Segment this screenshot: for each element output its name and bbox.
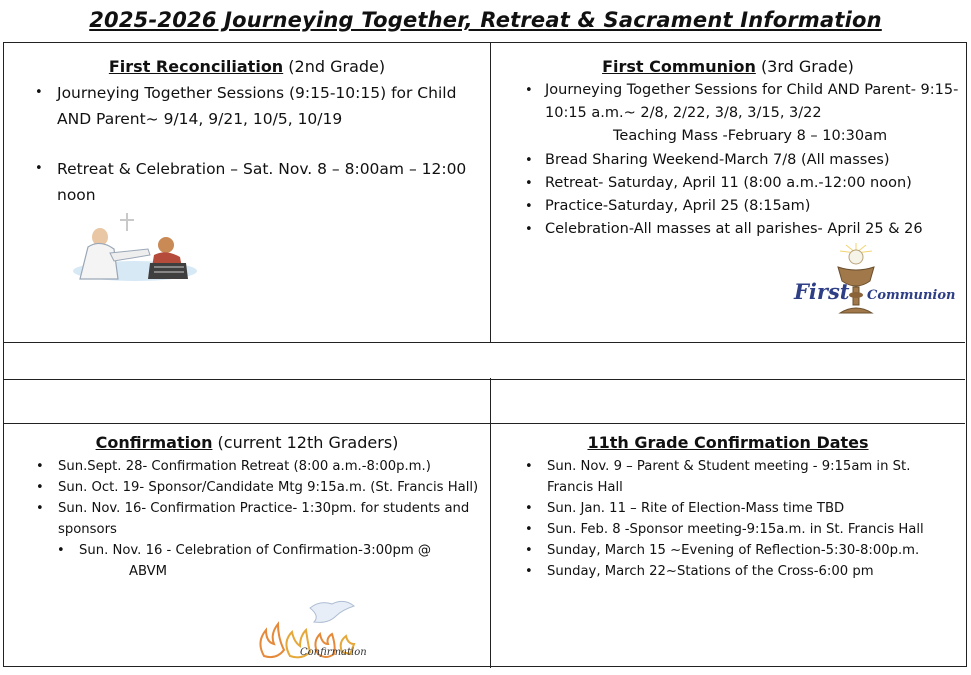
list-item: • Sun.Sept. 28- Confirmation Retreat (8:00 a.m.-8:00p.m.) xyxy=(58,456,486,477)
list-item: • Practice-Saturday, April 25 (8:15am) xyxy=(545,195,965,218)
list-item: • Celebration-All masses at all parishes- April 25 & 26 xyxy=(545,218,965,241)
teaching-mass-line: Teaching Mass -February 8 – 10:30am xyxy=(613,128,888,145)
confirmation-cell xyxy=(4,424,490,666)
list-item: • Sunday, March 22~Stations of the Cross-6:00 pm xyxy=(547,561,947,582)
list-item xyxy=(79,540,486,582)
row-divider xyxy=(4,379,965,380)
empty-row xyxy=(4,343,965,378)
first-communion-cell xyxy=(491,43,965,342)
first-reconciliation-list xyxy=(57,80,467,208)
eleventh-grade-list xyxy=(547,456,947,582)
list-item: • Sun. Oct. 19- Sponsor/Candidate Mtg 9:15a.m. (St. Francis Hall) xyxy=(58,477,486,498)
logo-word-first: First xyxy=(794,279,850,304)
list-item-text: Journeying Together Sessions for Child AND Parent- 9:15-10:15 a.m.~ 2/8, 2/22, 3/8, 3/15, 3/22 xyxy=(545,82,959,122)
list-item: • Sun. Nov. 9 – Parent & Student meeting - 9:15am in St. Francis Hall xyxy=(547,456,947,498)
grade-label: (2nd Grade) xyxy=(288,57,386,76)
logo-word-confirmation: Confirmation xyxy=(300,647,367,658)
confirmation-heading xyxy=(4,433,490,453)
heading-label: Confirmation xyxy=(95,433,213,452)
eleventh-grade-heading xyxy=(491,433,965,453)
document-title: 2025-2026 Journeying Together, Retreat & Sacrament Information xyxy=(89,8,882,32)
confirmation-logo xyxy=(254,594,384,664)
logo-word-communion: Communion xyxy=(867,288,956,303)
heading-label: First Reconciliation xyxy=(108,57,284,76)
list-item: • Sun. Nov. 16- Confirmation Practice- 1:30pm. for students and sponsors xyxy=(58,498,486,540)
eleventh-grade-cell xyxy=(491,424,965,666)
heading-label: First Communion xyxy=(602,57,756,76)
list-item xyxy=(545,79,965,149)
reconciliation-image xyxy=(70,209,200,283)
list-item: • Retreat- Saturday, April 11 (8:00 a.m.-12:00 noon) xyxy=(545,172,965,195)
list-item: • Retreat & Celebration – Sat. Nov. 8 – 8:00am – 12:00 noon xyxy=(57,156,467,208)
list-item: • Sunday, March 15 ~Evening of Reflection-5:30-8:00p.m. xyxy=(547,540,947,561)
first-communion-list xyxy=(545,79,965,241)
first-reconciliation-heading xyxy=(4,57,490,77)
confirmation-list xyxy=(58,456,486,582)
heading-label: 11th Grade Confirmation Dates xyxy=(587,433,869,452)
list-item: • Bread Sharing Weekend-March 7/8 (All masses) xyxy=(545,149,965,172)
first-communion-heading xyxy=(491,57,965,77)
grade-label: (3rd Grade) xyxy=(760,57,854,76)
first-communion-logo xyxy=(794,243,964,323)
list-item: • Sun. Feb. 8 -Sponsor meeting-9:15a.m. in St. Francis Hall xyxy=(547,519,947,540)
first-reconciliation-cell xyxy=(4,43,490,342)
list-item-text: Sun. Nov. 16 - Celebration of Confirmation-3:00pm @ xyxy=(79,543,432,558)
grade-label: (current 12th Graders) xyxy=(217,433,399,452)
list-item-continuation: ABVM xyxy=(129,564,168,579)
list-item: • Journeying Together Sessions (9:15-10:15) for Child AND Parent~ 9/14, 9/21, 10/5, 10/19 xyxy=(57,80,467,132)
info-table xyxy=(3,42,967,667)
list-item: • Sun. Jan. 11 – Rite of Election-Mass time TBD xyxy=(547,498,947,519)
